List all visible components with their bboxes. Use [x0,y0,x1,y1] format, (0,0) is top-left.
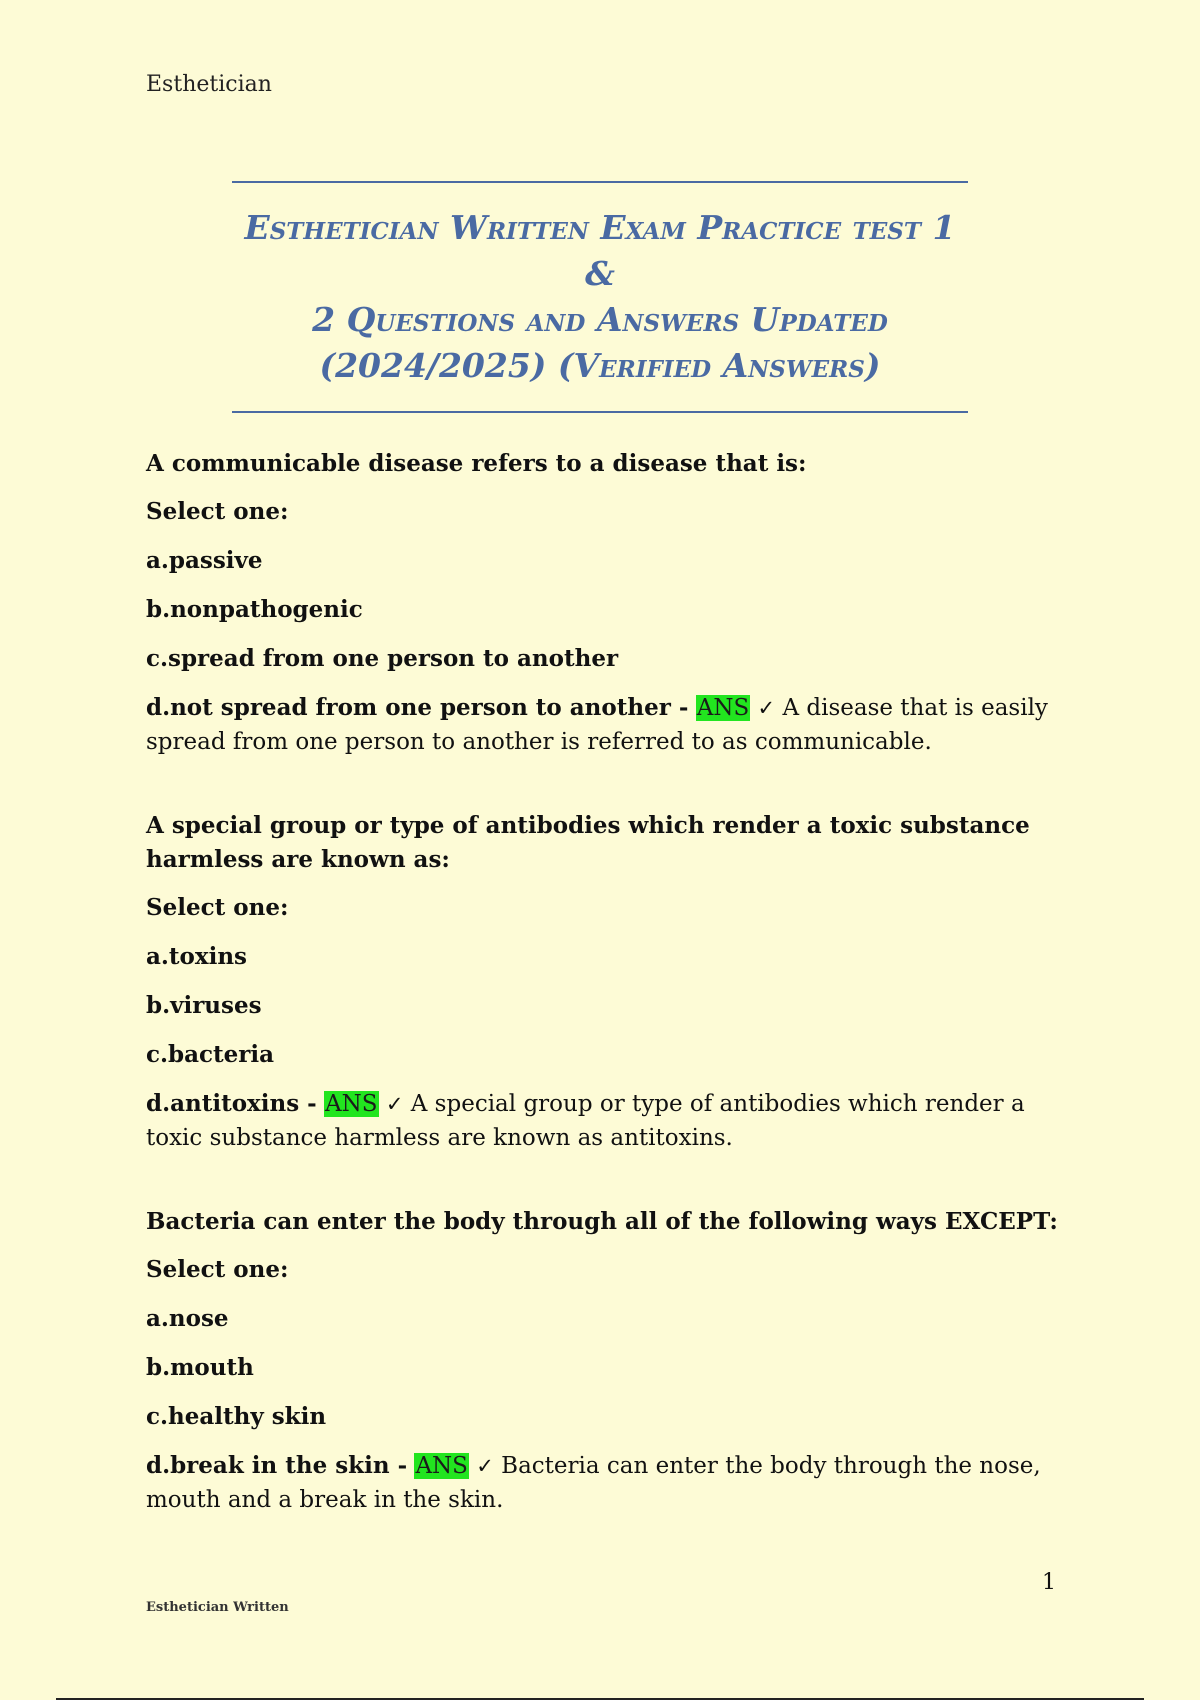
checkmark-icon: ✓ [385,1092,404,1116]
answer-option-label: d.break in the skin - [146,1452,408,1479]
checkmark-icon: ✓ [476,1454,494,1478]
select-prompt: Select one: [146,1256,289,1283]
select-prompt: Select one: [146,894,289,921]
option-b: b.mouth [146,1354,254,1381]
ans-badge: ANS [325,1091,378,1117]
ans-badge: ANS [696,695,750,721]
ans-badge: ANS [415,1453,468,1479]
option-d-answer [146,691,1066,759]
answer-explanation: A disease that is easily spread from one person to another is referred to as communicable. [146,695,1048,755]
option-d-answer [146,1087,1066,1155]
question-text: A special group or type of antibodies which render a toxic substance harmless are known as: [146,812,1030,873]
title-line-2: 2 Questions and Answers Updated [312,300,888,339]
document-title [232,181,968,413]
question-text: Bacteria can enter the body through all of the following ways EXCEPT: [146,1208,1058,1235]
question-text: A communicable disease refers to a disease that is: [146,450,807,477]
option-a: a.toxins [146,943,247,970]
question-1 [146,447,1066,759]
select-prompt: Select one: [146,498,289,525]
page-header-label: Esthetician [146,72,272,97]
option-d-answer [146,1449,1066,1517]
title-line-1: Esthetician Written Exam Practice test 1 & [244,208,956,293]
checkmark-icon: ✓ [757,696,776,720]
title-line-3: (2024/2025) (Verified Answers) [319,346,881,385]
option-b: b.viruses [146,992,262,1019]
answer-option-label: d.not spread from one person to another - [146,694,689,721]
option-c: c.spread from one person to another [146,645,619,672]
option-c: c.healthy skin [146,1403,327,1430]
option-a: a.passive [146,547,263,574]
question-list [146,447,1066,1567]
answer-explanation: A special group or type of antibodies which render a toxic substance harmless are known as antitoxins. [146,1091,1025,1151]
option-c: c.bacteria [146,1041,275,1068]
option-a: a.nose [146,1305,229,1332]
page-footer-label: Esthetician Written [146,1600,289,1615]
page-number: 1 [1042,1570,1056,1595]
answer-option-label: d.antitoxins - [146,1090,317,1117]
option-b: b.nonpathogenic [146,596,363,623]
question-2 [146,809,1066,1155]
answer-explanation: Bacteria can enter the body through the nose, mouth and a break in the skin. [146,1453,1041,1513]
question-3 [146,1205,1066,1517]
